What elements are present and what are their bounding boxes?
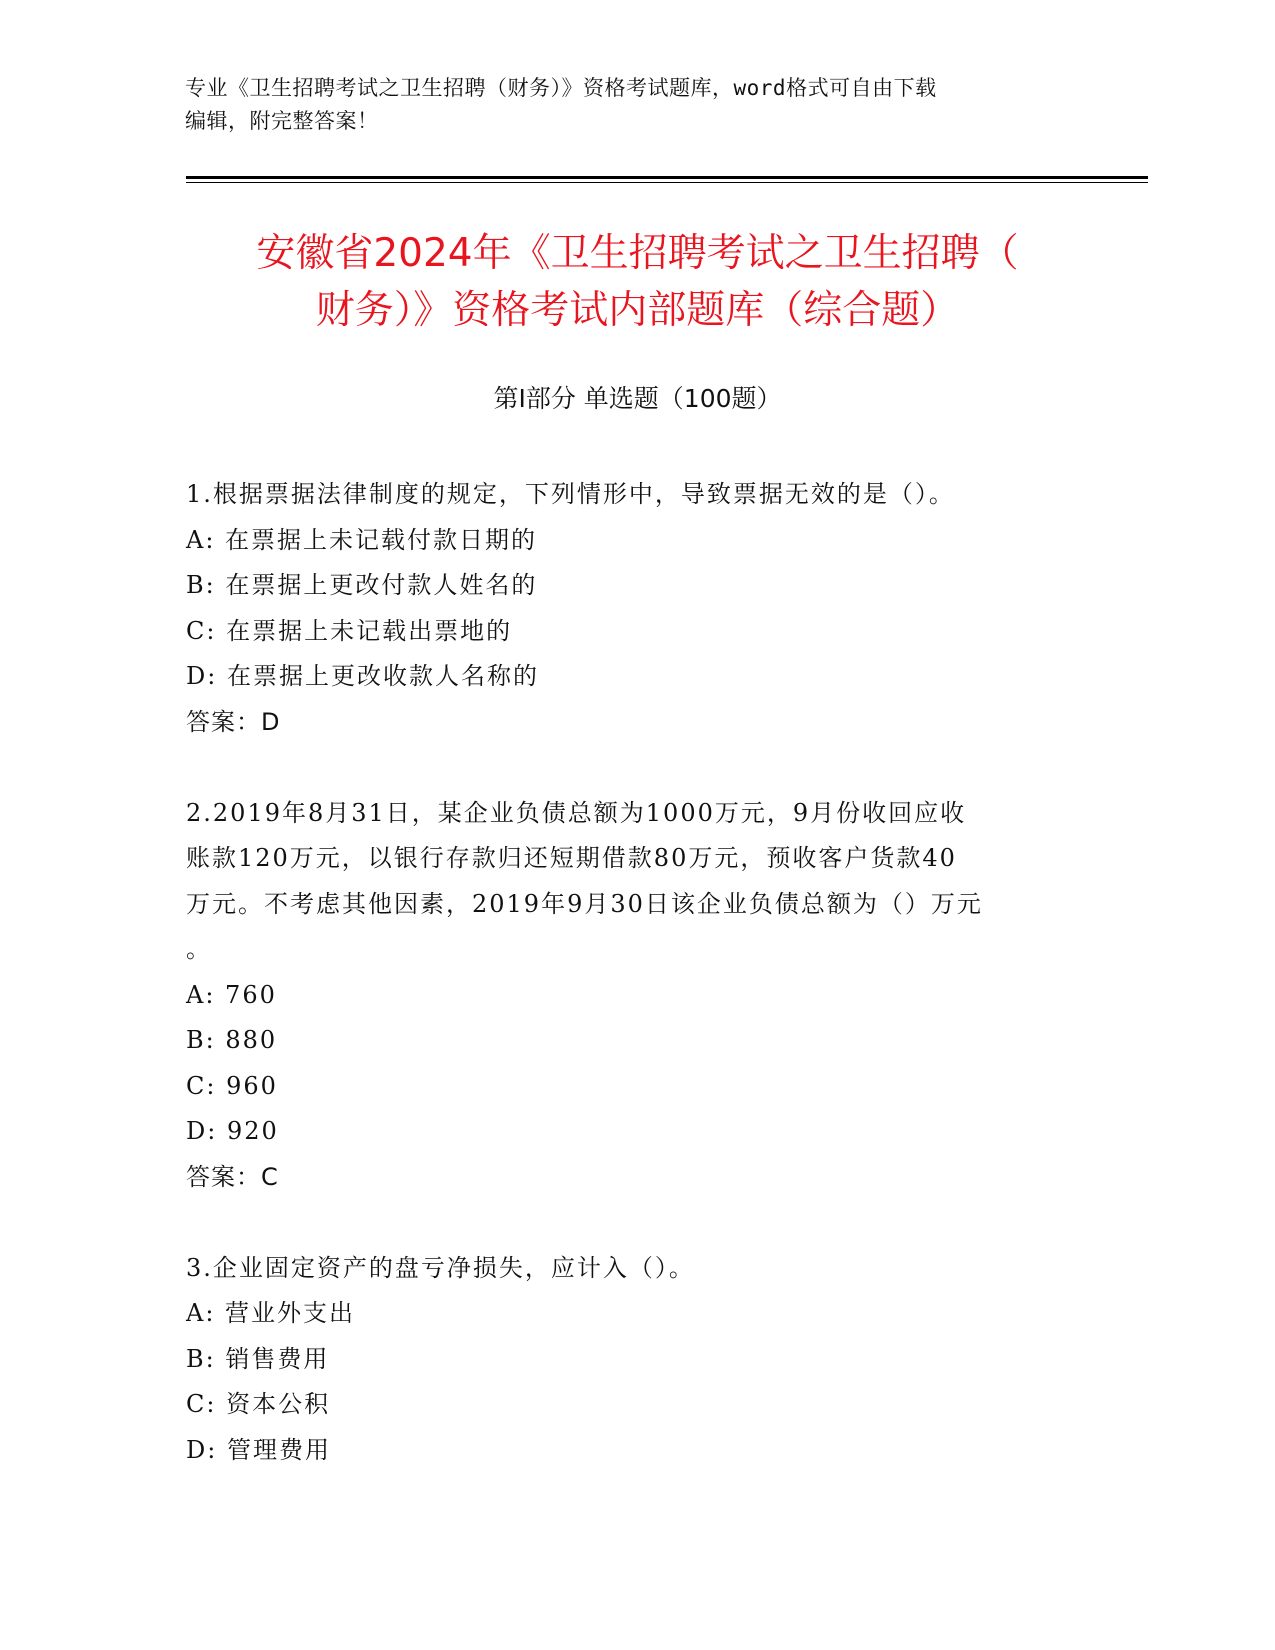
question-2 (186, 791, 1086, 1201)
option-a: A: 营业外支出 (186, 1299, 356, 1327)
header-note-line-1: 专业《卫生招聘考试之卫生招聘（财务）》资格考试题库，word格式可自由下载 (185, 76, 937, 100)
question-stem-line-1: 2.2019年8月31日，某企业负债总额为1000万元，9月份收回应收 (186, 798, 967, 827)
option-d: D: 管理费用 (186, 1435, 331, 1464)
option-d: D: 920 (186, 1117, 279, 1145)
option-b: B: 销售费用 (186, 1344, 330, 1373)
header-rule-thin (186, 182, 1148, 183)
option-c: C: 960 (186, 1071, 278, 1100)
answer-line: 答案：D (186, 707, 281, 736)
option-a: A: 在票据上未记载付款日期的 (186, 525, 538, 554)
question-1 (186, 472, 1086, 745)
question-stem: 1.根据票据法律制度的规定，下列情形中，导致票据无效的是（）。 (186, 480, 955, 508)
answer-line: 答案：C (186, 1162, 279, 1191)
header-note-line-2: 编辑，附完整答案！ (185, 109, 379, 133)
question-stem: 3.企业固定资产的盘亏净损失，应计入（）。 (186, 1253, 695, 1282)
question-spacer (186, 745, 1086, 791)
document-title-line-1: 安徽省2024年《卫生招聘考试之卫生招聘（ (256, 231, 1019, 276)
option-b: B: 880 (186, 1026, 278, 1054)
option-c: C: 在票据上未记载出票地的 (186, 616, 513, 645)
option-b: B: 在票据上更改付款人姓名的 (186, 571, 538, 599)
question-stem-line-2: 账款120万元，以银行存款归还短期借款80万元，预收客户货款40 (186, 844, 957, 872)
question-3 (186, 1246, 1086, 1474)
document-title (150, 225, 1125, 339)
option-a: A: 760 (186, 980, 277, 1009)
header-note (185, 72, 1085, 138)
question-stem-line-3: 万元。不考虑其他因素，2019年9月30日该企业负债总额为（）万元 (186, 889, 983, 918)
header-rule-thick (186, 176, 1148, 179)
question-stem-line-4: 。 (186, 935, 212, 963)
option-c: C: 资本公积 (186, 1390, 331, 1418)
document-title-line-2: 财务）》资格考试内部题库（综合题） (315, 288, 960, 333)
option-d: D: 在票据上更改收款人名称的 (186, 662, 539, 690)
question-spacer (186, 1200, 1086, 1246)
section-heading: 第Ⅰ部分 单选题（100题） (493, 384, 782, 413)
question-list (186, 472, 1086, 1473)
